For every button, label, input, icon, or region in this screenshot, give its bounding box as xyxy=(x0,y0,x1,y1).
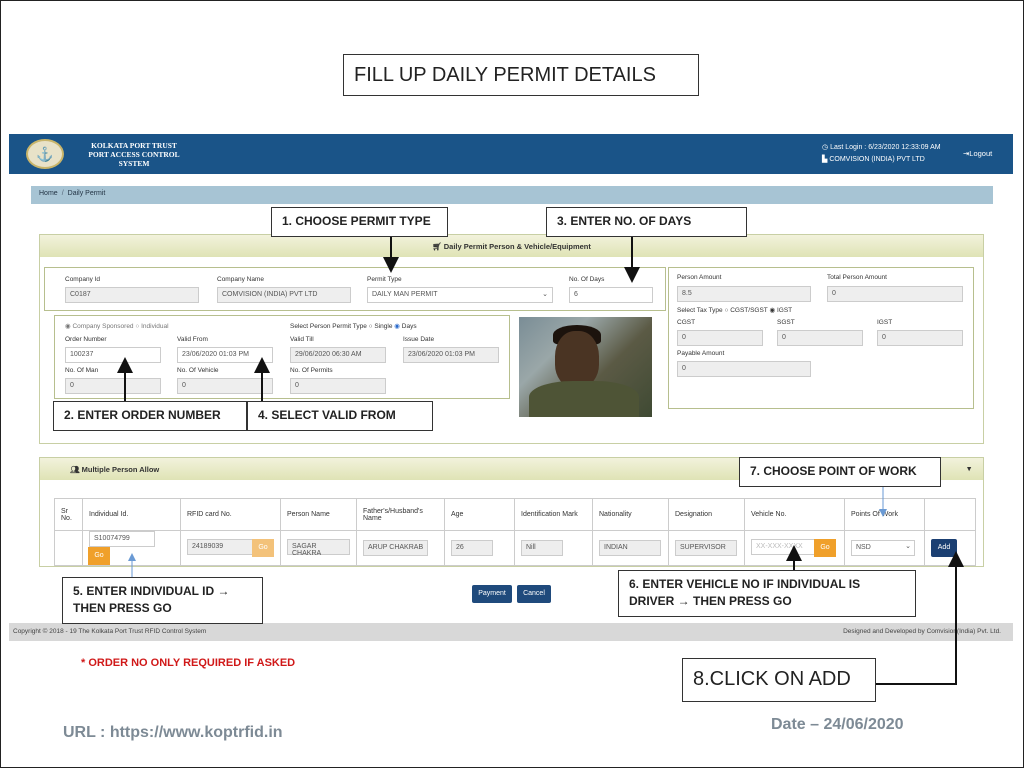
cell-sr-no xyxy=(55,531,83,566)
payment-button[interactable]: Payment xyxy=(472,585,512,603)
sponsor-radio-group[interactable]: ◉ Company Sponsored ○ Individual xyxy=(65,323,169,330)
permit-type-value: DAILY MAN PERMIT xyxy=(372,291,438,298)
permit-type-label: Permit Type xyxy=(367,276,402,283)
company-name-label: Company Name xyxy=(217,276,264,283)
cell-father-name xyxy=(357,531,445,566)
sgst-label: SGST xyxy=(777,319,795,326)
individual-id-input[interactable]: S10074799 xyxy=(89,531,155,547)
tax-type-label: Select Tax Type xyxy=(677,307,723,314)
person-permit-type-label: Select Person Permit Type xyxy=(290,323,367,330)
total-person-amount-label: Total Person Amount xyxy=(827,274,887,281)
age-field: 26 xyxy=(451,540,493,556)
no-of-permits-label: No. Of Permits xyxy=(290,367,333,374)
valid-from-input[interactable]: 23/06/2020 01:03 PM xyxy=(177,347,273,363)
breadcrumb-home[interactable]: Home xyxy=(39,190,58,197)
clock-icon: ◷ xyxy=(822,144,829,151)
father-name-field: ARUP CHAKRAB xyxy=(363,540,428,556)
tax-type-group: Select Tax Type ○ CGST/SGST ◉ IGST xyxy=(677,307,793,314)
point-of-work-value: NSD xyxy=(856,544,871,551)
valid-from-label: Valid From xyxy=(177,336,208,343)
no-of-days-input[interactable]: 6 xyxy=(569,287,653,303)
point-of-work-select[interactable] xyxy=(851,540,915,556)
type-days-radio[interactable]: Days xyxy=(401,323,417,330)
issue-date-field: 23/06/2020 01:03 PM xyxy=(403,347,499,363)
col-age: Age xyxy=(445,499,515,531)
company-box xyxy=(44,267,666,311)
logout-label: Logout xyxy=(969,149,993,158)
photo-face xyxy=(555,331,599,387)
no-of-days-label: No. Of Days xyxy=(569,276,605,283)
person-name-field: SAGAR CHAKRA xyxy=(287,539,350,555)
callout-step-1: 1. CHOOSE PERMIT TYPE xyxy=(271,207,448,237)
col-designation: Designation xyxy=(669,499,745,531)
igst-label: IGST xyxy=(877,319,893,326)
callout-step-3: 3. ENTER NO. OF DAYS xyxy=(546,207,747,237)
no-of-man-label: No. Of Man xyxy=(65,367,99,374)
cell-individual-id xyxy=(83,531,181,566)
table-row xyxy=(55,531,976,566)
payable-amount-label: Payable Amount xyxy=(677,350,725,357)
rfid-field: 24189039 xyxy=(187,539,253,555)
col-individual-id: Individual Id. xyxy=(83,499,181,531)
order-box xyxy=(54,315,510,399)
photo-shirt xyxy=(529,381,639,417)
order-number-label: Order Number xyxy=(65,336,107,343)
org-line-2: PORT ACCESS CONTROL xyxy=(88,150,180,159)
permit-panel-title: Daily Permit Person & Vehicle/Equipment xyxy=(443,242,591,251)
callout-step-6 xyxy=(618,570,916,617)
callout-step-2: 2. ENTER ORDER NUMBER xyxy=(53,401,247,431)
chevron-down-icon: ⌄ xyxy=(542,291,548,298)
tax-cgst-sgst-radio[interactable]: CGST/SGST xyxy=(730,307,768,314)
footer-credit: Designed and Developed by Comvision(India) Pvt. Ltd. xyxy=(843,628,1001,635)
app-header xyxy=(9,134,1013,174)
valid-till-label: Valid Till xyxy=(290,336,314,343)
col-sr-no: Sr No. xyxy=(55,499,83,531)
amount-box xyxy=(668,267,974,409)
order-note: * ORDER NO ONLY REQUIRED IF ASKED xyxy=(81,657,296,669)
igst-field: 0 xyxy=(877,330,963,346)
cell-age xyxy=(445,531,515,566)
person-photo xyxy=(519,317,652,417)
org-line-3: SYSTEM xyxy=(118,159,150,168)
add-button[interactable]: Add xyxy=(931,539,957,557)
sponsor-company-radio[interactable]: Company Sponsored xyxy=(72,323,134,330)
callout-step-5 xyxy=(62,577,263,624)
cell-rfid xyxy=(181,531,281,566)
breadcrumb-current: Daily Permit xyxy=(67,190,106,197)
header-company-text: COMVISION (INDIA) PVT LTD xyxy=(829,156,925,163)
company-name-field: COMVISION (INDIA) PVT LTD xyxy=(217,287,351,303)
cell-action xyxy=(925,531,976,566)
port-trust-emblem-icon: ⚓ xyxy=(26,139,64,169)
permit-panel-header xyxy=(40,235,983,257)
org-line-1: KOLKATA PORT TRUST xyxy=(91,141,177,150)
callout-step-7: 7. CHOOSE POINT OF WORK xyxy=(739,457,941,487)
no-of-vehicle-field: 0 xyxy=(177,378,273,394)
person-permit-type-group: Select Person Permit Type ○ Single ◉ Days xyxy=(290,323,417,330)
vehicle-go-button[interactable]: Go xyxy=(814,539,836,557)
tax-igst-radio[interactable]: IGST xyxy=(776,307,793,314)
col-person-name: Person Name xyxy=(281,499,357,531)
cancel-button[interactable]: Cancel xyxy=(517,585,551,603)
type-single-radio[interactable]: Single xyxy=(374,323,393,330)
callout-step-6-line-1: 6. ENTER VEHICLE NO IF INDIVIDUAL IS xyxy=(629,577,861,591)
issue-date-label: Issue Date xyxy=(403,336,435,343)
col-nationality: Nationality xyxy=(593,499,669,531)
callout-step-4: 4. SELECT VALID FROM xyxy=(247,401,433,431)
identification-mark-field: Nill xyxy=(521,540,563,556)
logout-button[interactable] xyxy=(963,149,992,158)
slide-title: FILL UP DAILY PERMIT DETAILS xyxy=(343,54,699,96)
designation-field: SUPERVISOR xyxy=(675,540,737,556)
table-header-row xyxy=(55,499,976,531)
callout-step-8: 8.CLICK ON ADD xyxy=(682,658,876,702)
breadcrumb-separator: / xyxy=(61,190,64,197)
caret-down-icon[interactable]: ▾ xyxy=(967,464,971,473)
col-points-of-work: Points Of Work xyxy=(845,499,925,531)
person-amount-field: 8.5 xyxy=(677,286,811,302)
cell-person-name xyxy=(281,531,357,566)
valid-till-field: 29/06/2020 06:30 AM xyxy=(290,347,386,363)
rfid-go-button[interactable]: Go xyxy=(252,539,274,557)
breadcrumb xyxy=(31,186,993,204)
total-person-amount-field: 0 xyxy=(827,286,963,302)
slide-date: Date – 24/06/2020 xyxy=(771,716,904,733)
company-id-label: Company Id xyxy=(65,276,101,283)
person-amount-label: Person Amount xyxy=(677,274,722,281)
person-table xyxy=(54,498,976,566)
payable-amount-field: 0 xyxy=(677,361,811,377)
individual-go-button[interactable]: Go xyxy=(88,547,110,565)
cell-nationality xyxy=(593,531,669,566)
cgst-label: CGST xyxy=(677,319,696,326)
cell-designation xyxy=(669,531,745,566)
org-name xyxy=(69,141,199,168)
col-vehicle-no: Vehicle No. xyxy=(745,499,845,531)
header-company xyxy=(822,155,925,163)
app-footer xyxy=(9,623,1013,641)
users-icon: 👥︎ xyxy=(70,465,80,474)
permit-type-select[interactable] xyxy=(367,287,553,303)
col-identification-mark: Identification Mark xyxy=(515,499,593,531)
app-screenshot xyxy=(9,134,1013,641)
company-id-field: C0187 xyxy=(65,287,199,303)
callout-step-5-line-1: 5. ENTER INDIVIDUAL ID → xyxy=(73,584,230,598)
last-login-text: Last Login : 6/23/2020 12:33:09 AM xyxy=(830,144,941,151)
cart-icon: 🛒︎ xyxy=(432,242,442,251)
callout-step-5-line-2: THEN PRESS GO xyxy=(73,601,172,615)
callout-step-6-line-2: DRIVER → THEN PRESS GO xyxy=(629,594,792,608)
cgst-field: 0 xyxy=(677,330,763,346)
nationality-field: INDIAN xyxy=(599,540,661,556)
site-url: URL : https://www.koptrfid.in xyxy=(63,724,283,741)
col-rfid: RFID card No. xyxy=(181,499,281,531)
cell-identification-mark xyxy=(515,531,593,566)
no-of-vehicle-label: No. Of Vehicle xyxy=(177,367,219,374)
cell-points-of-work xyxy=(845,531,925,566)
cell-vehicle-no xyxy=(745,531,845,566)
last-login xyxy=(822,143,941,151)
col-action xyxy=(925,499,976,531)
col-father-name: Father's/Husband's Name xyxy=(357,499,445,531)
order-number-input[interactable]: 100237 xyxy=(65,347,161,363)
no-of-man-field: 0 xyxy=(65,378,161,394)
building-icon: ▙ xyxy=(822,156,828,163)
chevron-down-icon: ⌄ xyxy=(905,543,911,550)
vehicle-no-input[interactable]: XX-XXX-XXXX xyxy=(751,539,815,555)
footer-copyright: Copyright © 2018 - 19 The Kolkata Port Trust RFID Control System xyxy=(13,628,207,635)
sgst-field: 0 xyxy=(777,330,863,346)
no-of-permits-field: 0 xyxy=(290,378,386,394)
person-panel-title: Multiple Person Allow xyxy=(81,465,160,474)
sponsor-individual-radio[interactable]: Individual xyxy=(141,323,169,330)
logout-icon: ⇥ xyxy=(963,149,970,158)
